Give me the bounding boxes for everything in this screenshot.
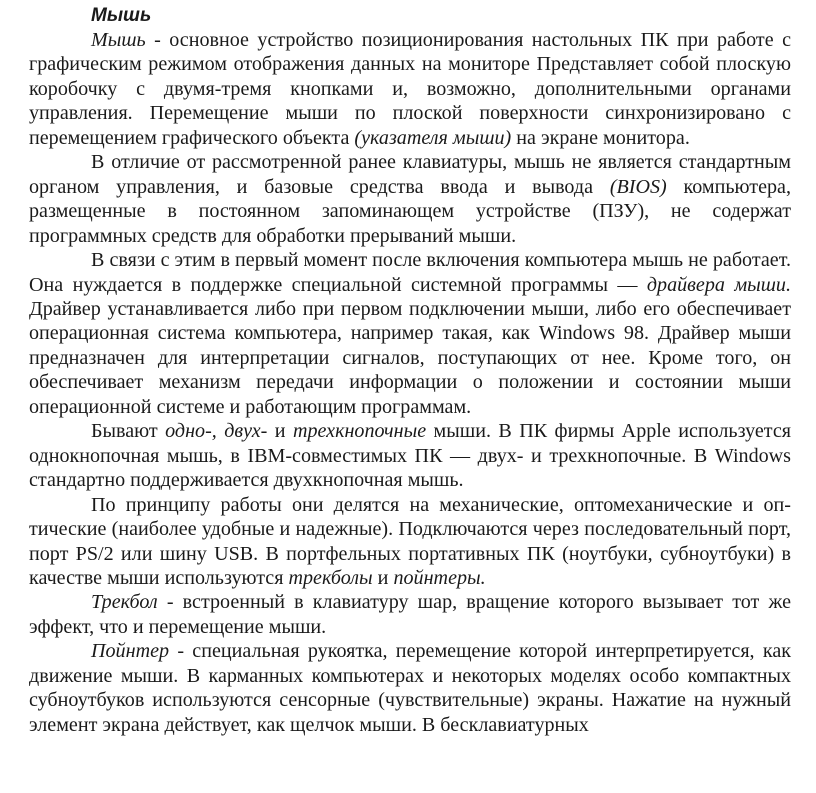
paragraph [29,248,791,419]
italic-run: трекболы [288,566,373,589]
text-run: Драйвер устанавливается либо при первом подключении мыши, либо его обеспечивает операционная система компьютера, например такая, как Windows 98. Драйвер мыши предназначен для интерпретации сигналов, поступающих от нее. Кроме того, он обеспечивает механизм передачи информации о положении и состоянии мыши операционной системе и работающим программам. [29,297,791,418]
text-run: компьютера, размещенные в постоянном запоминающем устройстве (ПЗУ), не содержат программных средств для обработки прерываний мыши. [29,175,791,247]
italic-run: Мышь [91,29,146,51]
text-run: По принципу работы они делятся на механические, оптомеханические и оптические (наиболее удобные и надежные). Подключаются через последовательный порт, порт PS/2 или шину USB. В портфельных портативных ПК (ноутбуки, субноутбуки) в качестве мыши используются [29,493,791,589]
text-run: В связи с этим в первый момент после включения компьютера мышь не работает. Она нуждается в поддержке специальной системной программы — [29,249,791,296]
text-run: - специальная рукоятка, перемещение которой интерпретируется, как движение мыши. В карманных компьютерах и некоторых моделях особо компактных субноутбуков используются сенсорные (чувствительные) экраны. Нажатие на нужный элемент экрана действует, как щелчок мыши. В бесклавиатурных [29,640,791,736]
section-heading: Мышь [91,5,152,26]
italic-run: (указателя мыши) [354,126,512,149]
paragraph [29,150,791,248]
text-run: и [267,420,293,443]
italic-run: одно-, двух- [165,420,268,443]
italic-run: (BIOS) [609,175,667,198]
paragraph [29,590,791,639]
text-run: - встроенный в клавиатуру шар, вращение которого вызывает тот же эффект, что и перемещение мыши. [29,591,791,638]
italic-run: пойнтеры. [393,566,486,589]
paragraph [29,493,791,591]
italic-run: трехкнопочные [292,420,427,443]
italic-run: драйвера мыши. [646,273,791,296]
italic-run: Трекбол [91,591,158,614]
paragraph [29,28,791,150]
text-run: и [372,566,394,589]
text-run: В отличие от рассмотренной ранее клавиатуры, мышь не является стандартным органом управления, и базовые средства ввода и вывода [29,151,791,198]
italic-run: Пойнтер [91,640,170,663]
text-run: Бывают [91,420,166,443]
paragraph [29,639,791,737]
text-run: мыши. В ПК фирмы Apple используется однокнопочная мышь, в IBM-совместимых ПК — двух- и трехкнопочные. В Windows стандартно поддерживается двухкнопочная мышь. [29,420,791,492]
text-run: - основное устройство позиционирования настольных ПК при работе с графическим режимом отображения данных на мониторе Представляет собой плоскую коробочку с двумя-тремя кнопками и, возможно, дополнительными органами управления. Перемещение мыши по плоской поверхности синхронизировано с перемещением графического объекта [29,29,791,149]
document-page [29,4,791,737]
paragraph [29,419,791,492]
body-text [29,28,791,737]
text-run: на экране монитора. [511,126,690,149]
